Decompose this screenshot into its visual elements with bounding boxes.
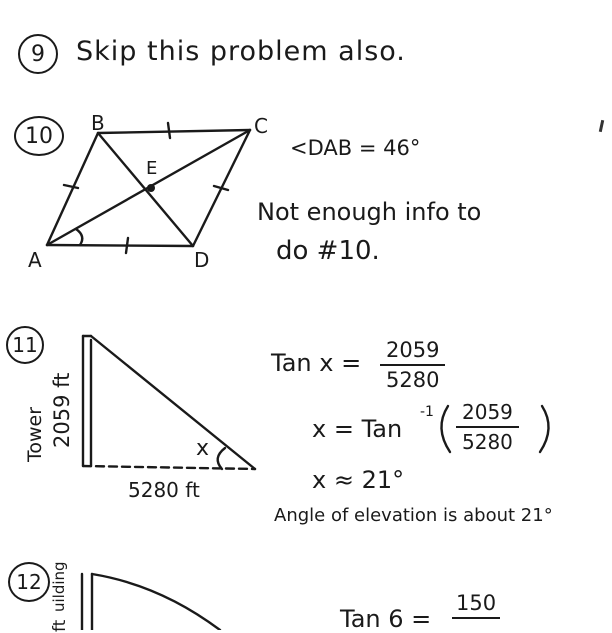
side-ab bbox=[47, 133, 98, 245]
eq3-result: x ≈ 21° bbox=[312, 466, 405, 494]
problem-9-text: Skip this problem also. bbox=[76, 36, 406, 67]
problem-12-number: 12 bbox=[8, 562, 50, 602]
eq1-numerator: 2059 bbox=[380, 338, 445, 366]
tower-height-label: 2059 ft bbox=[50, 372, 74, 448]
side-bc bbox=[98, 130, 250, 133]
base-length-label: 5280 ft bbox=[128, 478, 200, 502]
note-line-2: do #10. bbox=[276, 236, 380, 266]
hypotenuse bbox=[91, 336, 255, 469]
eq2-exponent: -1 bbox=[420, 404, 434, 420]
side-ad bbox=[47, 245, 193, 246]
paren-right bbox=[540, 406, 549, 452]
eq12-lhs: Tan 6 = bbox=[340, 605, 432, 633]
tower-label: Tower bbox=[24, 406, 46, 462]
angle-dab-statement: <DAB = 46° bbox=[290, 136, 421, 160]
vertex-label-a: A bbox=[28, 248, 42, 272]
tick-ab bbox=[64, 185, 78, 188]
eq12-numerator: 150 bbox=[452, 591, 500, 619]
problem-10-number: 10 bbox=[14, 116, 64, 156]
angle-x-label: x bbox=[196, 436, 210, 461]
eq2-denominator: 5280 bbox=[462, 430, 513, 454]
eq1-denominator: 5280 bbox=[386, 368, 440, 392]
paren-left bbox=[441, 406, 450, 452]
point-e bbox=[147, 184, 155, 192]
vertex-label-b: B bbox=[91, 111, 105, 135]
vertex-label-e: E bbox=[146, 158, 158, 179]
eq2-numerator: 2059 bbox=[456, 400, 519, 428]
angle-arc-x bbox=[218, 448, 225, 469]
note-line-1: Not enough info to bbox=[257, 198, 482, 226]
eq1-lhs: Tan x = bbox=[271, 349, 362, 377]
ground-dashed-line bbox=[83, 466, 255, 469]
building-ft-partial: ft bbox=[50, 619, 70, 632]
eq2-fraction bbox=[456, 400, 519, 454]
conclusion-text: Angle of elevation is about 21° bbox=[274, 505, 553, 526]
problem-11-number: 11 bbox=[6, 326, 44, 364]
diagonal-bd bbox=[98, 133, 193, 246]
eq2-lhs: x = Tan bbox=[312, 415, 403, 443]
tick-bc bbox=[168, 123, 170, 138]
building-label-partial: uilding bbox=[50, 561, 68, 612]
vertex-label-d: D bbox=[194, 248, 210, 272]
problem-9-number: 9 bbox=[18, 34, 58, 74]
eq1-fraction bbox=[380, 338, 445, 392]
angle-arc-a bbox=[76, 229, 82, 245]
vertex-label-c: C bbox=[254, 114, 268, 138]
hypotenuse-12 bbox=[92, 574, 220, 630]
tick-ad bbox=[126, 238, 128, 253]
